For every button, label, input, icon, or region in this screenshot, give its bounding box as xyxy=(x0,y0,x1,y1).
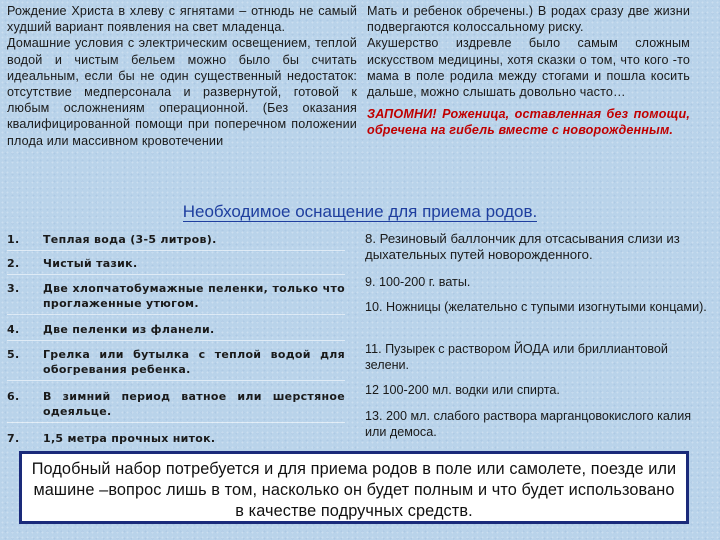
intro-left-column xyxy=(7,3,357,149)
list-item: 11. Пузырек с раствором ЙОДА или бриллиантовой зелени. xyxy=(365,342,668,372)
item-number: 4. xyxy=(7,323,20,336)
item-number: 1. xyxy=(7,233,20,246)
item-text: Две хлопчатобумажные пеленки, только что проглаженные утюгом. xyxy=(43,282,345,310)
divider xyxy=(7,250,345,251)
item-text: Чистый тазик. xyxy=(43,257,138,270)
item-number: 5. xyxy=(7,348,20,361)
list-item: 9. 100-200 г. ваты. xyxy=(365,275,471,289)
summary-box xyxy=(19,451,689,524)
intro-right-column xyxy=(367,3,690,139)
item-number: 3. xyxy=(7,282,20,295)
item-text: Теплая вода (3-5 литров). xyxy=(43,233,217,246)
section-title-text: Необходимое оснащение для приема родов. xyxy=(182,202,538,221)
section-title xyxy=(0,202,720,222)
summary-text: Подобный набор потребуется и для приема родов в поле или самолете, поезде или машине –вопрос лишь в том, насколько он будет полным и что будет использовано в качестве подручных средств. xyxy=(31,460,677,520)
item-text: 1,5 метра прочных ниток. xyxy=(43,432,216,445)
item-text: Грелка или бутылка с теплой водой для обогревания ребенка. xyxy=(43,348,345,376)
list-item: 10. Ножницы (желательно с тупыми изогнутыми концами). xyxy=(365,300,707,314)
intro-paragraph: Домашние условия с электрическим освещением, теплой водой и чистым бельем можно было бы считать идеальным, если бы не один существенный недостаток: отсутствие медперсонала и развернутой, готовой к любым осложнениям операционной. (Без оказания квалифицированной помощи при поперечном положении плода или массивном кровотечении xyxy=(7,36,357,148)
divider xyxy=(7,314,345,315)
intro-paragraph: Акушерство издревле было самым сложным искусством медицины, хотя сказки о том, что кого -то мама в поле родила между стогами и пошла косить дальше, можно слышать довольно часто… xyxy=(367,36,690,100)
divider xyxy=(7,422,345,423)
item-number: 7. xyxy=(7,432,20,445)
item-number: 6. xyxy=(7,390,20,403)
divider xyxy=(7,274,345,275)
divider xyxy=(7,340,345,341)
intro-paragraph: Рождение Христа в хлеву с ягнятами – отнюдь не самый худший вариант появления на свет младенца. xyxy=(7,4,357,35)
divider xyxy=(7,380,345,381)
list-item: 13. 200 мл. слабого раствора марганцовокислого калия или демоса. xyxy=(365,409,692,439)
warning-text: ЗАПОМНИ! Роженица, оставленная без помощи, обречена на гибель вместе с новорожденным. xyxy=(367,107,690,138)
item-number: 2. xyxy=(7,257,20,270)
list-item: 12 100-200 мл. водки или спирта. xyxy=(365,383,560,397)
item-text: Две пеленки из фланели. xyxy=(43,323,215,336)
list-item: 8. Резиновый баллончик для отсасывания слизи из дыхательных путей новорожденного. xyxy=(365,231,680,262)
intro-paragraph: Мать и ребенок обречены.) В родах сразу две жизни подвергаются колоссальному риску. xyxy=(367,4,690,35)
item-text: В зимний период ватное или шерстяное одеяльце. xyxy=(43,390,345,418)
